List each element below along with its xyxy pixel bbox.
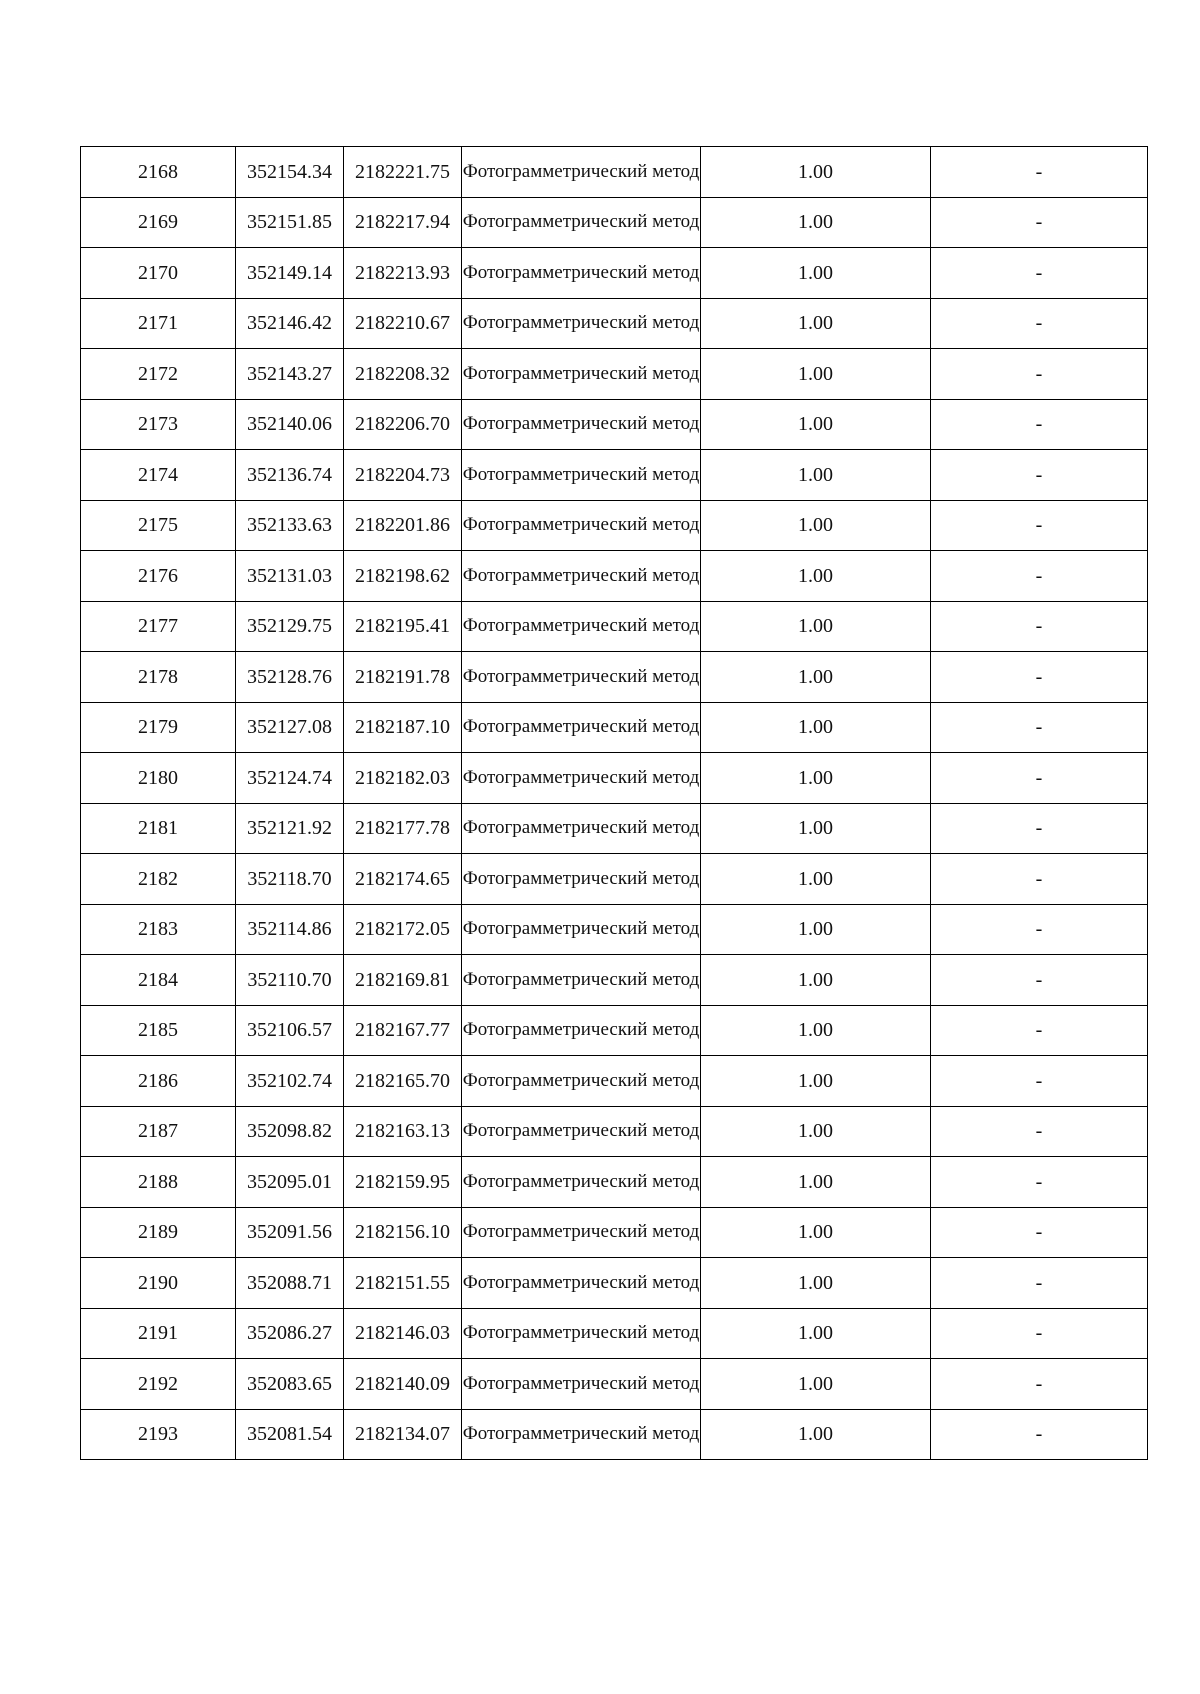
accuracy-cell: 1.00 <box>701 147 931 198</box>
point-number-cell: 2174 <box>81 450 236 501</box>
table-row <box>81 1409 1148 1460</box>
table-row <box>81 551 1148 602</box>
y-coordinate-cell: 2182187.10 <box>344 702 462 753</box>
method-cell: Фотограмметрический метод <box>462 1409 701 1460</box>
note-cell: - <box>931 1409 1148 1460</box>
x-coordinate-cell: 352091.56 <box>236 1207 344 1258</box>
point-number-cell: 2192 <box>81 1359 236 1410</box>
y-coordinate-cell: 2182169.81 <box>344 955 462 1006</box>
method-cell: Фотограмметрический метод <box>462 1308 701 1359</box>
note-cell: - <box>931 1005 1148 1056</box>
note-cell: - <box>931 803 1148 854</box>
accuracy-cell: 1.00 <box>701 1106 931 1157</box>
accuracy-cell: 1.00 <box>701 1056 931 1107</box>
note-cell: - <box>931 450 1148 501</box>
method-cell: Фотограмметрический метод <box>462 652 701 703</box>
note-cell: - <box>931 1056 1148 1107</box>
note-cell: - <box>931 1359 1148 1410</box>
y-coordinate-cell: 2182151.55 <box>344 1258 462 1309</box>
point-number-cell: 2191 <box>81 1308 236 1359</box>
point-number-cell: 2189 <box>81 1207 236 1258</box>
accuracy-cell: 1.00 <box>701 854 931 905</box>
method-cell: Фотограмметрический метод <box>462 1207 701 1258</box>
y-coordinate-cell: 2182206.70 <box>344 399 462 450</box>
method-cell: Фотограмметрический метод <box>462 702 701 753</box>
point-number-cell: 2176 <box>81 551 236 602</box>
accuracy-cell: 1.00 <box>701 1207 931 1258</box>
point-number-cell: 2182 <box>81 854 236 905</box>
x-coordinate-cell: 352088.71 <box>236 1258 344 1309</box>
note-cell: - <box>931 551 1148 602</box>
point-number-cell: 2181 <box>81 803 236 854</box>
note-cell: - <box>931 399 1148 450</box>
y-coordinate-cell: 2182167.77 <box>344 1005 462 1056</box>
point-number-cell: 2175 <box>81 500 236 551</box>
x-coordinate-cell: 352121.92 <box>236 803 344 854</box>
method-cell: Фотограмметрический метод <box>462 450 701 501</box>
method-cell: Фотограмметрический метод <box>462 803 701 854</box>
method-cell: Фотограмметрический метод <box>462 349 701 400</box>
table-row <box>81 1056 1148 1107</box>
point-number-cell: 2186 <box>81 1056 236 1107</box>
accuracy-cell: 1.00 <box>701 551 931 602</box>
x-coordinate-cell: 352114.86 <box>236 904 344 955</box>
table-row <box>81 753 1148 804</box>
note-cell: - <box>931 197 1148 248</box>
method-cell: Фотограмметрический метод <box>462 601 701 652</box>
point-number-cell: 2177 <box>81 601 236 652</box>
note-cell: - <box>931 248 1148 299</box>
method-cell: Фотограмметрический метод <box>462 854 701 905</box>
x-coordinate-cell: 352128.76 <box>236 652 344 703</box>
point-number-cell: 2178 <box>81 652 236 703</box>
method-cell: Фотограмметрический метод <box>462 904 701 955</box>
note-cell: - <box>931 955 1148 1006</box>
note-cell: - <box>931 1207 1148 1258</box>
note-cell: - <box>931 298 1148 349</box>
accuracy-cell: 1.00 <box>701 298 931 349</box>
y-coordinate-cell: 2182182.03 <box>344 753 462 804</box>
method-cell: Фотограмметрический метод <box>462 399 701 450</box>
accuracy-cell: 1.00 <box>701 1409 931 1460</box>
y-coordinate-cell: 2182174.65 <box>344 854 462 905</box>
accuracy-cell: 1.00 <box>701 702 931 753</box>
accuracy-cell: 1.00 <box>701 753 931 804</box>
y-coordinate-cell: 2182140.09 <box>344 1359 462 1410</box>
note-cell: - <box>931 1106 1148 1157</box>
table-row <box>81 197 1148 248</box>
accuracy-cell: 1.00 <box>701 248 931 299</box>
y-coordinate-cell: 2182146.03 <box>344 1308 462 1359</box>
method-cell: Фотограмметрический метод <box>462 500 701 551</box>
point-number-cell: 2184 <box>81 955 236 1006</box>
method-cell: Фотограмметрический метод <box>462 1157 701 1208</box>
accuracy-cell: 1.00 <box>701 349 931 400</box>
table-row <box>81 147 1148 198</box>
method-cell: Фотограмметрический метод <box>462 1258 701 1309</box>
table-row <box>81 904 1148 955</box>
table-row <box>81 1308 1148 1359</box>
point-number-cell: 2172 <box>81 349 236 400</box>
table-row <box>81 1359 1148 1410</box>
method-cell: Фотограмметрический метод <box>462 1359 701 1410</box>
x-coordinate-cell: 352106.57 <box>236 1005 344 1056</box>
point-number-cell: 2190 <box>81 1258 236 1309</box>
y-coordinate-cell: 2182204.73 <box>344 450 462 501</box>
method-cell: Фотограмметрический метод <box>462 147 701 198</box>
y-coordinate-cell: 2182213.93 <box>344 248 462 299</box>
x-coordinate-cell: 352110.70 <box>236 955 344 1006</box>
x-coordinate-cell: 352127.08 <box>236 702 344 753</box>
method-cell: Фотограмметрический метод <box>462 1005 701 1056</box>
accuracy-cell: 1.00 <box>701 1258 931 1309</box>
note-cell: - <box>931 854 1148 905</box>
table-row <box>81 702 1148 753</box>
method-cell: Фотограмметрический метод <box>462 551 701 602</box>
note-cell: - <box>931 601 1148 652</box>
table-row <box>81 955 1148 1006</box>
point-number-cell: 2179 <box>81 702 236 753</box>
table-row <box>81 1106 1148 1157</box>
table-row <box>81 450 1148 501</box>
y-coordinate-cell: 2182221.75 <box>344 147 462 198</box>
y-coordinate-cell: 2182195.41 <box>344 601 462 652</box>
accuracy-cell: 1.00 <box>701 399 931 450</box>
method-cell: Фотограмметрический метод <box>462 1106 701 1157</box>
accuracy-cell: 1.00 <box>701 197 931 248</box>
accuracy-cell: 1.00 <box>701 1157 931 1208</box>
note-cell: - <box>931 500 1148 551</box>
point-number-cell: 2169 <box>81 197 236 248</box>
x-coordinate-cell: 352133.63 <box>236 500 344 551</box>
y-coordinate-cell: 2182163.13 <box>344 1106 462 1157</box>
accuracy-cell: 1.00 <box>701 1308 931 1359</box>
y-coordinate-cell: 2182172.05 <box>344 904 462 955</box>
x-coordinate-cell: 352146.42 <box>236 298 344 349</box>
table-row <box>81 803 1148 854</box>
x-coordinate-cell: 352149.14 <box>236 248 344 299</box>
x-coordinate-cell: 352151.85 <box>236 197 344 248</box>
accuracy-cell: 1.00 <box>701 652 931 703</box>
x-coordinate-cell: 352131.03 <box>236 551 344 602</box>
y-coordinate-cell: 2182177.78 <box>344 803 462 854</box>
coordinates-table-body <box>81 147 1148 1460</box>
method-cell: Фотограмметрический метод <box>462 753 701 804</box>
note-cell: - <box>931 349 1148 400</box>
accuracy-cell: 1.00 <box>701 955 931 1006</box>
method-cell: Фотограмметрический метод <box>462 197 701 248</box>
x-coordinate-cell: 352118.70 <box>236 854 344 905</box>
table-row <box>81 601 1148 652</box>
table-row <box>81 349 1148 400</box>
x-coordinate-cell: 352083.65 <box>236 1359 344 1410</box>
method-cell: Фотограмметрический метод <box>462 955 701 1006</box>
x-coordinate-cell: 352095.01 <box>236 1157 344 1208</box>
note-cell: - <box>931 1258 1148 1309</box>
table-row <box>81 652 1148 703</box>
table-row <box>81 298 1148 349</box>
x-coordinate-cell: 352140.06 <box>236 399 344 450</box>
y-coordinate-cell: 2182198.62 <box>344 551 462 602</box>
table-row <box>81 248 1148 299</box>
accuracy-cell: 1.00 <box>701 450 931 501</box>
x-coordinate-cell: 352136.74 <box>236 450 344 501</box>
point-number-cell: 2185 <box>81 1005 236 1056</box>
note-cell: - <box>931 652 1148 703</box>
coordinates-table <box>80 146 1148 1460</box>
table-row <box>81 854 1148 905</box>
x-coordinate-cell: 352081.54 <box>236 1409 344 1460</box>
point-number-cell: 2180 <box>81 753 236 804</box>
point-number-cell: 2188 <box>81 1157 236 1208</box>
point-number-cell: 2170 <box>81 248 236 299</box>
point-number-cell: 2171 <box>81 298 236 349</box>
y-coordinate-cell: 2182217.94 <box>344 197 462 248</box>
y-coordinate-cell: 2182210.67 <box>344 298 462 349</box>
y-coordinate-cell: 2182208.32 <box>344 349 462 400</box>
point-number-cell: 2173 <box>81 399 236 450</box>
y-coordinate-cell: 2182134.07 <box>344 1409 462 1460</box>
point-number-cell: 2187 <box>81 1106 236 1157</box>
note-cell: - <box>931 904 1148 955</box>
y-coordinate-cell: 2182191.78 <box>344 652 462 703</box>
x-coordinate-cell: 352129.75 <box>236 601 344 652</box>
note-cell: - <box>931 702 1148 753</box>
method-cell: Фотограмметрический метод <box>462 248 701 299</box>
accuracy-cell: 1.00 <box>701 803 931 854</box>
x-coordinate-cell: 352124.74 <box>236 753 344 804</box>
point-number-cell: 2193 <box>81 1409 236 1460</box>
y-coordinate-cell: 2182165.70 <box>344 1056 462 1107</box>
x-coordinate-cell: 352154.34 <box>236 147 344 198</box>
note-cell: - <box>931 1157 1148 1208</box>
accuracy-cell: 1.00 <box>701 601 931 652</box>
table-row <box>81 500 1148 551</box>
point-number-cell: 2183 <box>81 904 236 955</box>
y-coordinate-cell: 2182156.10 <box>344 1207 462 1258</box>
note-cell: - <box>931 753 1148 804</box>
table-row <box>81 1258 1148 1309</box>
x-coordinate-cell: 352143.27 <box>236 349 344 400</box>
y-coordinate-cell: 2182159.95 <box>344 1157 462 1208</box>
x-coordinate-cell: 352098.82 <box>236 1106 344 1157</box>
x-coordinate-cell: 352102.74 <box>236 1056 344 1107</box>
accuracy-cell: 1.00 <box>701 1005 931 1056</box>
table-row <box>81 1157 1148 1208</box>
accuracy-cell: 1.00 <box>701 500 931 551</box>
table-row <box>81 399 1148 450</box>
method-cell: Фотограмметрический метод <box>462 1056 701 1107</box>
point-number-cell: 2168 <box>81 147 236 198</box>
accuracy-cell: 1.00 <box>701 1359 931 1410</box>
table-row <box>81 1005 1148 1056</box>
method-cell: Фотограмметрический метод <box>462 298 701 349</box>
note-cell: - <box>931 1308 1148 1359</box>
table-row <box>81 1207 1148 1258</box>
x-coordinate-cell: 352086.27 <box>236 1308 344 1359</box>
note-cell: - <box>931 147 1148 198</box>
y-coordinate-cell: 2182201.86 <box>344 500 462 551</box>
accuracy-cell: 1.00 <box>701 904 931 955</box>
